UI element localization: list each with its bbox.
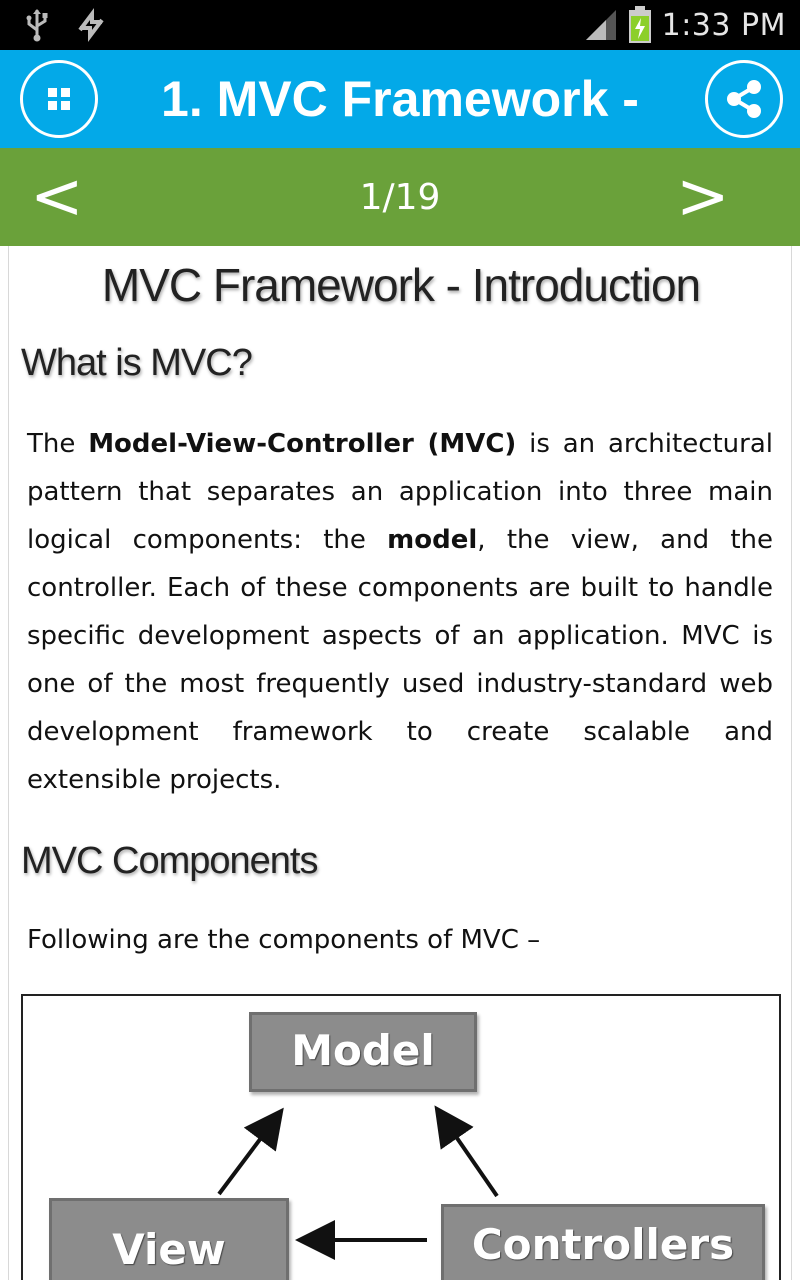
arrow-view-to-model (219, 1114, 279, 1194)
menu-button[interactable] (20, 60, 98, 138)
signal-icon (584, 8, 618, 42)
grid-icon (46, 86, 72, 112)
model-box: Model (249, 1012, 477, 1092)
controllers-box: Controllers (441, 1204, 765, 1280)
intro-text-part1: is an architectural pattern that separates an application into three main logical components: the (27, 429, 774, 555)
intro-text-part2: , the view, and the controller. Each of these components are built to handle specific development aspects of an application. MVC is one of the most frequently used industry-standard web development framework to create scalable and extensible projects. (27, 525, 773, 795)
arrow-controllers-to-model (439, 1112, 497, 1196)
previous-page-button[interactable]: < (30, 160, 84, 234)
mvc-diagram (21, 994, 781, 1280)
next-page-button[interactable]: > (676, 160, 730, 234)
page-indicator: 1/19 (359, 177, 441, 218)
intro-paragraph (27, 420, 773, 804)
components-intro: Following are the components of MVC – (27, 925, 541, 955)
mvc-term: Model-View-Controller (MVC) (88, 429, 517, 459)
app-bar (0, 50, 800, 148)
usb-icon (22, 8, 52, 42)
status-bar (0, 0, 800, 50)
article-content[interactable] (8, 246, 792, 1280)
status-right (584, 4, 786, 46)
share-button[interactable] (705, 60, 783, 138)
status-left-icons (22, 8, 106, 42)
share-icon (722, 77, 766, 121)
section-heading-what-is-mvc: What is MVC? (21, 342, 252, 384)
sync-icon (76, 8, 106, 42)
status-time: 1:33 PM (661, 7, 786, 43)
section-heading-mvc-components: MVC Components (21, 840, 318, 882)
page-title: MVC Framework - Introduction (101, 259, 701, 311)
app-bar-title: 1. MVC Framework - (161, 71, 639, 127)
view-box: View (49, 1198, 289, 1280)
battery-charging-icon (628, 6, 652, 44)
model-term: model (387, 525, 478, 555)
intro-text-start: The (27, 429, 89, 459)
page-nav-bar (0, 148, 800, 246)
